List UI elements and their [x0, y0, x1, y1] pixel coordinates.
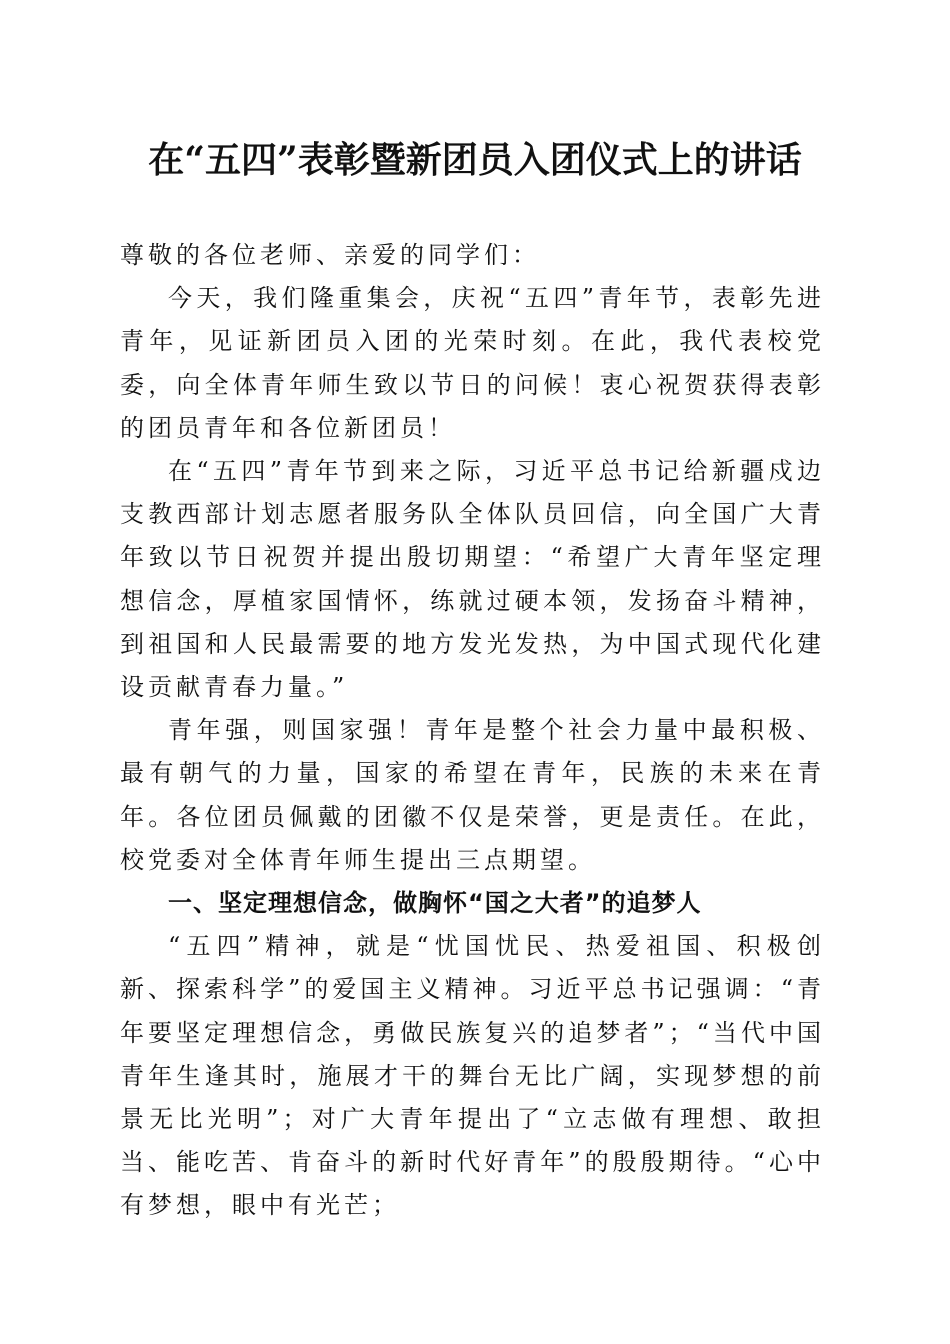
salutation: 尊敬的各位老师、亲爱的同学们：: [120, 241, 540, 269]
paragraph-3: 青年强，则国家强！青年是整个社会力量中最积极、最有朝气的力量，国家的希望在青年，民族的未来在青年。各位团员佩戴的团徽不仅是荣誉，更是责任。在此，校党委对全体青年师生提出三点期望。: [120, 716, 825, 874]
paragraph-1: 今天，我们隆重集会，庆祝“五四”青年节，表彰先进青年，见证新团员入团的光荣时刻。在此，我代表校党委，向全体青年师生致以节日的问候！衷心祝贺获得表彰的团员青年和各位新团员！: [120, 284, 825, 442]
document-title: 在“五四”表彰暨新团员入团仪式上的讲话: [148, 139, 802, 181]
paragraph-2: 在“五四”青年节到来之际，习近平总书记给新疆戍边支教西部计划志愿者服务队全体队员回信，向全国广大青年致以节日祝贺并提出殷切期望：“希望广大青年坚定理想信念，厚植家国情怀，练就过硬本领，发扬奋斗精神，到祖国和人民最需要的地方发光发热，为中国式现代化建设贡献青春力量。”: [120, 457, 825, 702]
document-body: [120, 234, 825, 1228]
section-heading-1: 一、坚定理想信念，做胸怀“国之大者”的追梦人: [168, 889, 702, 918]
section-paragraph-1: “五四”精神，就是“忧国忧民、热爱祖国、积极创新、探索科学”的爱国主义精神。习近平总书记强调：“青年要坚定理想信念，勇做民族复兴的追梦者”；“当代中国青年生逢其时，施展才干的舞台无比广阔，实现梦想的前景无比光明”；对广大青年提出了“立志做有理想、敢担当、能吃苦、肯奋斗的新时代好青年”的殷殷期待。“心中有梦想，眼中有光芒；: [120, 932, 825, 1220]
